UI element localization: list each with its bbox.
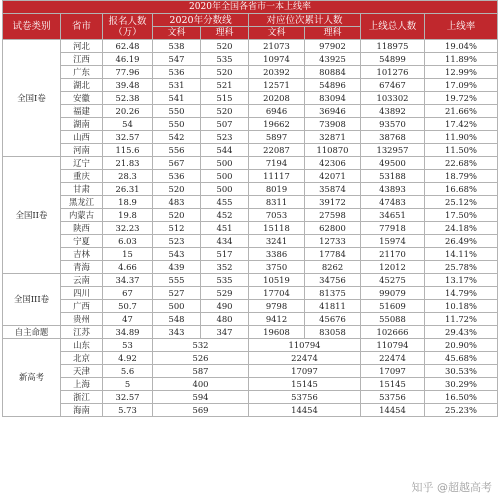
wen-rank-cell: 11117 bbox=[249, 170, 305, 183]
total-online-cell: 49500 bbox=[361, 157, 425, 170]
applicants-cell: 21.83 bbox=[103, 157, 153, 170]
rate-cell: 13.17% bbox=[425, 274, 498, 287]
li-rank-cell: 39172 bbox=[305, 196, 361, 209]
li-rank-cell: 27598 bbox=[305, 209, 361, 222]
wen-line-cell: 343 bbox=[153, 326, 201, 339]
applicants-cell: 46.19 bbox=[103, 53, 153, 66]
province-cell: 贵州 bbox=[61, 313, 103, 326]
li-rank-cell: 42071 bbox=[305, 170, 361, 183]
table-row bbox=[3, 209, 498, 222]
rate-cell: 14.11% bbox=[425, 248, 498, 261]
total-online-cell: 118975 bbox=[361, 40, 425, 53]
wen-rank-cell: 20208 bbox=[249, 92, 305, 105]
wen-rank-cell: 17704 bbox=[249, 287, 305, 300]
table-row bbox=[3, 66, 498, 79]
table-row bbox=[3, 79, 498, 92]
total-online-cell: 132957 bbox=[361, 144, 425, 157]
province-cell: 辽宁 bbox=[61, 157, 103, 170]
wen-rank-cell: 20392 bbox=[249, 66, 305, 79]
total-online-cell: 47483 bbox=[361, 196, 425, 209]
rate-cell: 17.50% bbox=[425, 209, 498, 222]
applicants-cell: 77.96 bbox=[103, 66, 153, 79]
total-online-cell: 15974 bbox=[361, 235, 425, 248]
province-cell: 天津 bbox=[61, 365, 103, 378]
wen-line-cell: 527 bbox=[153, 287, 201, 300]
total-online-cell: 93570 bbox=[361, 118, 425, 131]
province-cell: 湖北 bbox=[61, 79, 103, 92]
province-cell: 上海 bbox=[61, 378, 103, 391]
header-row bbox=[3, 14, 498, 27]
province-cell: 浙江 bbox=[61, 391, 103, 404]
li-line-cell: 490 bbox=[201, 300, 249, 313]
rate-cell: 17.42% bbox=[425, 118, 498, 131]
li-line-cell: 500 bbox=[201, 183, 249, 196]
wen-line-cell: 500 bbox=[153, 300, 201, 313]
li-rank-cell: 17784 bbox=[305, 248, 361, 261]
province-cell: 宁夏 bbox=[61, 235, 103, 248]
total-online-cell: 54899 bbox=[361, 53, 425, 66]
wen-line-cell: 531 bbox=[153, 79, 201, 92]
category-cell: 新高考 bbox=[3, 339, 61, 417]
rate-cell: 11.72% bbox=[425, 313, 498, 326]
province-cell: 甘肃 bbox=[61, 183, 103, 196]
subheader-li: 理科 bbox=[201, 27, 249, 40]
rank-combined-cell: 22474 bbox=[249, 352, 361, 365]
total-online-cell: 17097 bbox=[361, 365, 425, 378]
wen-rank-cell: 8019 bbox=[249, 183, 305, 196]
table-row bbox=[3, 144, 498, 157]
header-province: 省市 bbox=[61, 14, 103, 40]
total-online-cell: 38768 bbox=[361, 131, 425, 144]
applicants-cell: 67 bbox=[103, 287, 153, 300]
li-rank-cell: 41811 bbox=[305, 300, 361, 313]
header-rank-total: 对应位次累计人数 bbox=[249, 14, 361, 27]
wen-rank-cell: 3241 bbox=[249, 235, 305, 248]
li-rank-cell: 35874 bbox=[305, 183, 361, 196]
applicants-cell: 20.26 bbox=[103, 105, 153, 118]
wen-line-cell: 542 bbox=[153, 131, 201, 144]
li-rank-cell: 81375 bbox=[305, 287, 361, 300]
li-line-cell: 535 bbox=[201, 274, 249, 287]
score-line-cell: 569 bbox=[153, 404, 249, 417]
score-line-cell: 532 bbox=[153, 339, 249, 352]
table-row bbox=[3, 183, 498, 196]
table-row bbox=[3, 378, 498, 391]
wen-line-cell: 536 bbox=[153, 170, 201, 183]
province-cell: 陕西 bbox=[61, 222, 103, 235]
li-line-cell: 520 bbox=[201, 105, 249, 118]
header-rate: 上线率 bbox=[425, 14, 498, 40]
rank-combined-cell: 53756 bbox=[249, 391, 361, 404]
rank-combined-cell: 14454 bbox=[249, 404, 361, 417]
rate-cell: 25.23% bbox=[425, 404, 498, 417]
applicants-cell: 5 bbox=[103, 378, 153, 391]
wen-line-cell: 550 bbox=[153, 118, 201, 131]
li-line-cell: 352 bbox=[201, 261, 249, 274]
table-row bbox=[3, 391, 498, 404]
table-row bbox=[3, 404, 498, 417]
applicants-cell: 32.23 bbox=[103, 222, 153, 235]
total-online-cell: 99079 bbox=[361, 287, 425, 300]
applicants-cell: 53 bbox=[103, 339, 153, 352]
table-row bbox=[3, 53, 498, 66]
rate-cell: 14.79% bbox=[425, 287, 498, 300]
province-cell: 黑龙江 bbox=[61, 196, 103, 209]
li-rank-cell: 97902 bbox=[305, 40, 361, 53]
wen-line-cell: 520 bbox=[153, 209, 201, 222]
wen-rank-cell: 10519 bbox=[249, 274, 305, 287]
wen-line-cell: 512 bbox=[153, 222, 201, 235]
wen-line-cell: 538 bbox=[153, 40, 201, 53]
total-online-cell: 43892 bbox=[361, 105, 425, 118]
li-line-cell: 544 bbox=[201, 144, 249, 157]
li-rank-cell: 36946 bbox=[305, 105, 361, 118]
li-line-cell: 507 bbox=[201, 118, 249, 131]
province-cell: 重庆 bbox=[61, 170, 103, 183]
score-line-cell: 400 bbox=[153, 378, 249, 391]
wen-rank-cell: 19608 bbox=[249, 326, 305, 339]
applicants-cell: 26.31 bbox=[103, 183, 153, 196]
table-row bbox=[3, 313, 498, 326]
wen-line-cell: 567 bbox=[153, 157, 201, 170]
total-online-cell: 34651 bbox=[361, 209, 425, 222]
table-row bbox=[3, 92, 498, 105]
applicants-cell: 6.03 bbox=[103, 235, 153, 248]
wen-line-cell: 556 bbox=[153, 144, 201, 157]
table-row bbox=[3, 170, 498, 183]
category-cell: 全国I卷 bbox=[3, 40, 61, 157]
province-cell: 江西 bbox=[61, 53, 103, 66]
li-rank-cell: 12733 bbox=[305, 235, 361, 248]
total-online-cell: 101276 bbox=[361, 66, 425, 79]
total-online-cell: 102666 bbox=[361, 326, 425, 339]
total-online-cell: 55088 bbox=[361, 313, 425, 326]
li-rank-cell: 54896 bbox=[305, 79, 361, 92]
li-rank-cell: 62800 bbox=[305, 222, 361, 235]
li-line-cell: 520 bbox=[201, 66, 249, 79]
title-row bbox=[3, 1, 498, 14]
total-online-cell: 12012 bbox=[361, 261, 425, 274]
applicants-cell: 28.3 bbox=[103, 170, 153, 183]
header-score-line: 2020年分数线 bbox=[153, 14, 249, 27]
applicants-cell: 18.9 bbox=[103, 196, 153, 209]
province-cell: 广西 bbox=[61, 300, 103, 313]
province-cell: 吉林 bbox=[61, 248, 103, 261]
province-cell: 广东 bbox=[61, 66, 103, 79]
score-line-cell: 526 bbox=[153, 352, 249, 365]
wen-rank-cell: 9412 bbox=[249, 313, 305, 326]
applicants-cell: 115.6 bbox=[103, 144, 153, 157]
li-rank-cell: 45676 bbox=[305, 313, 361, 326]
wen-line-cell: 548 bbox=[153, 313, 201, 326]
table-row bbox=[3, 300, 498, 313]
li-line-cell: 434 bbox=[201, 235, 249, 248]
table-row bbox=[3, 196, 498, 209]
wen-line-cell: 543 bbox=[153, 248, 201, 261]
total-online-cell: 45275 bbox=[361, 274, 425, 287]
wen-rank-cell: 3386 bbox=[249, 248, 305, 261]
table-row bbox=[3, 352, 498, 365]
rate-cell: 22.68% bbox=[425, 157, 498, 170]
total-online-cell: 14454 bbox=[361, 404, 425, 417]
li-line-cell: 347 bbox=[201, 326, 249, 339]
province-cell: 山西 bbox=[61, 131, 103, 144]
wen-line-cell: 555 bbox=[153, 274, 201, 287]
li-line-cell: 520 bbox=[201, 40, 249, 53]
table-row bbox=[3, 118, 498, 131]
total-online-cell: 53188 bbox=[361, 170, 425, 183]
wen-rank-cell: 12571 bbox=[249, 79, 305, 92]
li-line-cell: 452 bbox=[201, 209, 249, 222]
table-row bbox=[3, 339, 498, 352]
rate-cell: 19.72% bbox=[425, 92, 498, 105]
total-online-cell: 110794 bbox=[361, 339, 425, 352]
wen-rank-cell: 9798 bbox=[249, 300, 305, 313]
li-rank-cell: 43925 bbox=[305, 53, 361, 66]
rate-cell: 17.09% bbox=[425, 79, 498, 92]
li-line-cell: 515 bbox=[201, 92, 249, 105]
wen-line-cell: 523 bbox=[153, 235, 201, 248]
rate-cell: 11.50% bbox=[425, 144, 498, 157]
wen-rank-cell: 10974 bbox=[249, 53, 305, 66]
header-category: 试卷类别 bbox=[3, 14, 61, 40]
subheader-li-rank: 理科 bbox=[305, 27, 361, 40]
rate-cell: 10.18% bbox=[425, 300, 498, 313]
applicants-cell: 52.38 bbox=[103, 92, 153, 105]
wen-line-cell: 520 bbox=[153, 183, 201, 196]
wen-rank-cell: 6946 bbox=[249, 105, 305, 118]
wen-rank-cell: 21073 bbox=[249, 40, 305, 53]
rate-cell: 30.29% bbox=[425, 378, 498, 391]
applicants-cell: 47 bbox=[103, 313, 153, 326]
rank-combined-cell: 17097 bbox=[249, 365, 361, 378]
wen-rank-cell: 3750 bbox=[249, 261, 305, 274]
wen-line-cell: 439 bbox=[153, 261, 201, 274]
li-line-cell: 455 bbox=[201, 196, 249, 209]
province-cell: 江苏 bbox=[61, 326, 103, 339]
province-cell: 海南 bbox=[61, 404, 103, 417]
score-line-cell: 587 bbox=[153, 365, 249, 378]
li-rank-cell: 73908 bbox=[305, 118, 361, 131]
header-total-online: 上线总人数 bbox=[361, 14, 425, 40]
table-row bbox=[3, 287, 498, 300]
li-rank-cell: 32871 bbox=[305, 131, 361, 144]
applicants-cell: 15 bbox=[103, 248, 153, 261]
header-applicants-text: 报名人数（万） bbox=[108, 15, 147, 38]
table-row bbox=[3, 261, 498, 274]
applicants-cell: 4.66 bbox=[103, 261, 153, 274]
province-cell: 河北 bbox=[61, 40, 103, 53]
li-line-cell: 535 bbox=[201, 53, 249, 66]
rate-cell: 21.66% bbox=[425, 105, 498, 118]
li-line-cell: 517 bbox=[201, 248, 249, 261]
subheader-wen: 文科 bbox=[153, 27, 201, 40]
total-online-cell: 15145 bbox=[361, 378, 425, 391]
wen-line-cell: 547 bbox=[153, 53, 201, 66]
applicants-cell: 50.7 bbox=[103, 300, 153, 313]
total-online-cell: 103302 bbox=[361, 92, 425, 105]
rate-cell: 20.90% bbox=[425, 339, 498, 352]
total-online-cell: 77918 bbox=[361, 222, 425, 235]
table-row bbox=[3, 326, 498, 339]
total-online-cell: 21170 bbox=[361, 248, 425, 261]
watermark: 知乎 @超越高考 bbox=[411, 481, 492, 494]
table-row bbox=[3, 40, 498, 53]
applicants-cell: 19.8 bbox=[103, 209, 153, 222]
rate-cell: 19.04% bbox=[425, 40, 498, 53]
applicants-cell: 5.73 bbox=[103, 404, 153, 417]
total-online-cell: 22474 bbox=[361, 352, 425, 365]
province-cell: 青海 bbox=[61, 261, 103, 274]
table-row bbox=[3, 131, 498, 144]
rate-cell: 11.90% bbox=[425, 131, 498, 144]
applicants-cell: 34.89 bbox=[103, 326, 153, 339]
li-line-cell: 500 bbox=[201, 157, 249, 170]
li-line-cell: 480 bbox=[201, 313, 249, 326]
province-cell: 山东 bbox=[61, 339, 103, 352]
li-line-cell: 451 bbox=[201, 222, 249, 235]
li-rank-cell: 83058 bbox=[305, 326, 361, 339]
table-row bbox=[3, 222, 498, 235]
province-cell: 四川 bbox=[61, 287, 103, 300]
table-row bbox=[3, 274, 498, 287]
applicants-cell: 62.48 bbox=[103, 40, 153, 53]
wen-line-cell: 536 bbox=[153, 66, 201, 79]
province-cell: 湖南 bbox=[61, 118, 103, 131]
wen-rank-cell: 8311 bbox=[249, 196, 305, 209]
category-cell: 全国II卷 bbox=[3, 157, 61, 274]
li-line-cell: 529 bbox=[201, 287, 249, 300]
wen-rank-cell: 7053 bbox=[249, 209, 305, 222]
rate-cell: 25.78% bbox=[425, 261, 498, 274]
rank-combined-cell: 15145 bbox=[249, 378, 361, 391]
li-line-cell: 523 bbox=[201, 131, 249, 144]
category-cell: 自主命题 bbox=[3, 326, 61, 339]
province-cell: 福建 bbox=[61, 105, 103, 118]
province-cell: 河南 bbox=[61, 144, 103, 157]
wen-rank-cell: 22087 bbox=[249, 144, 305, 157]
province-cell: 云南 bbox=[61, 274, 103, 287]
total-online-cell: 43893 bbox=[361, 183, 425, 196]
applicants-cell: 34.37 bbox=[103, 274, 153, 287]
table-row bbox=[3, 235, 498, 248]
rate-cell: 26.49% bbox=[425, 235, 498, 248]
table-row bbox=[3, 365, 498, 378]
wen-rank-cell: 5897 bbox=[249, 131, 305, 144]
rate-cell: 18.79% bbox=[425, 170, 498, 183]
rate-cell: 12.99% bbox=[425, 66, 498, 79]
applicants-cell: 39.48 bbox=[103, 79, 153, 92]
rate-cell: 24.18% bbox=[425, 222, 498, 235]
rank-combined-cell: 110794 bbox=[249, 339, 361, 352]
score-line-cell: 594 bbox=[153, 391, 249, 404]
province-cell: 北京 bbox=[61, 352, 103, 365]
rate-cell: 45.68% bbox=[425, 352, 498, 365]
wen-rank-cell: 7194 bbox=[249, 157, 305, 170]
wen-rank-cell: 19662 bbox=[249, 118, 305, 131]
rate-cell: 29.43% bbox=[425, 326, 498, 339]
li-rank-cell: 83094 bbox=[305, 92, 361, 105]
li-line-cell: 500 bbox=[201, 170, 249, 183]
li-rank-cell: 34756 bbox=[305, 274, 361, 287]
li-line-cell: 521 bbox=[201, 79, 249, 92]
total-online-cell: 67467 bbox=[361, 79, 425, 92]
rate-cell: 11.89% bbox=[425, 53, 498, 66]
rate-cell: 16.50% bbox=[425, 391, 498, 404]
online-rate-table bbox=[2, 0, 498, 417]
li-rank-cell: 8262 bbox=[305, 261, 361, 274]
li-rank-cell: 42306 bbox=[305, 157, 361, 170]
applicants-cell: 5.6 bbox=[103, 365, 153, 378]
total-online-cell: 51609 bbox=[361, 300, 425, 313]
province-cell: 内蒙古 bbox=[61, 209, 103, 222]
wen-line-cell: 550 bbox=[153, 105, 201, 118]
wen-line-cell: 541 bbox=[153, 92, 201, 105]
li-rank-cell: 80884 bbox=[305, 66, 361, 79]
rate-cell: 16.68% bbox=[425, 183, 498, 196]
rate-cell: 30.53% bbox=[425, 365, 498, 378]
table-row bbox=[3, 248, 498, 261]
applicants-cell: 32.57 bbox=[103, 391, 153, 404]
province-cell: 安徽 bbox=[61, 92, 103, 105]
subheader-wen-rank: 文科 bbox=[249, 27, 305, 40]
total-online-cell: 53756 bbox=[361, 391, 425, 404]
applicants-cell: 54 bbox=[103, 118, 153, 131]
applicants-cell: 32.57 bbox=[103, 131, 153, 144]
header-applicants bbox=[103, 14, 153, 40]
wen-line-cell: 483 bbox=[153, 196, 201, 209]
li-rank-cell: 110870 bbox=[305, 144, 361, 157]
category-cell: 全国III卷 bbox=[3, 274, 61, 326]
wen-rank-cell: 15118 bbox=[249, 222, 305, 235]
rate-cell: 25.12% bbox=[425, 196, 498, 209]
applicants-cell: 4.92 bbox=[103, 352, 153, 365]
table-row bbox=[3, 105, 498, 118]
table-body bbox=[3, 1, 498, 417]
table-row bbox=[3, 157, 498, 170]
table-title: 2020年全国各省市一本上线率 bbox=[3, 1, 498, 14]
